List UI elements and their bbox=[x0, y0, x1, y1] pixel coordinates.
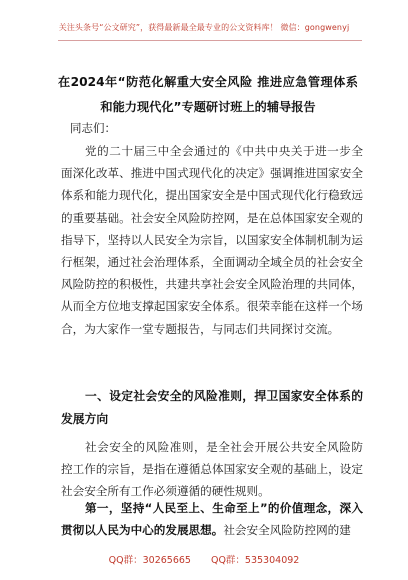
footer-contacts bbox=[0, 552, 408, 566]
header-banner: 关注头条号“公文研究”，获得最新最全最专业的公文资料库！ 微信：gongwenyj bbox=[58, 23, 350, 32]
paragraph-first-point-lead: 第一，坚持“人民至上、生命至上”的价值理念，深入贯彻以人民为中心的发展思想。 bbox=[61, 501, 363, 538]
section-heading-1: 一、设定社会安全的风险准则，捍卫国家安全体系的发展方向 bbox=[61, 389, 363, 426]
paragraph-first-point bbox=[61, 497, 363, 541]
paragraph-intro: 党的二十届三中全会通过的《中共中央关于进一步全面深化改革、推进中国式现代化的决定》强调推进国家安全体系和能力现代化，提出国家安全是中国式现代化行稳致远的重要基础。社会安全风险防控网，是在总体国家安全观的指导下，坚持以人民安全为宗旨，以国家安全体制机制为运行框架，通过社会治理体系，全面调动全域全员的社会安全风险防控的积极性，共建共享社会安全风险治理的共同体，从而全方位地支撑起国家安全体系。很荣幸能在这样一个场合，为大家作一堂专题报告，与同志们共同探讨交流。 bbox=[61, 144, 363, 336]
header-divider bbox=[58, 40, 362, 41]
footer-qq-group-2: QQ群：535304092 bbox=[210, 555, 300, 566]
paragraph-risk-criteria: 社会安全的风险准则，是全社会开展公共安全风险防控工作的宗旨，是指在遵循总体国家安全观的基础上，设定社会安全所有工作必须遵循的硬性规则。 bbox=[61, 440, 363, 499]
paragraph-first-point-body: 社会安全风险防控网的建 bbox=[223, 523, 351, 538]
salutation: 同志们： bbox=[70, 121, 116, 135]
document-title: 在2024年“防范化解重大安全风险 推进应急管理体系和能力现代化”专题研讨班上的辅导报告 bbox=[58, 75, 358, 114]
footer-qq-group-1: QQ群：30265665 bbox=[108, 555, 191, 566]
